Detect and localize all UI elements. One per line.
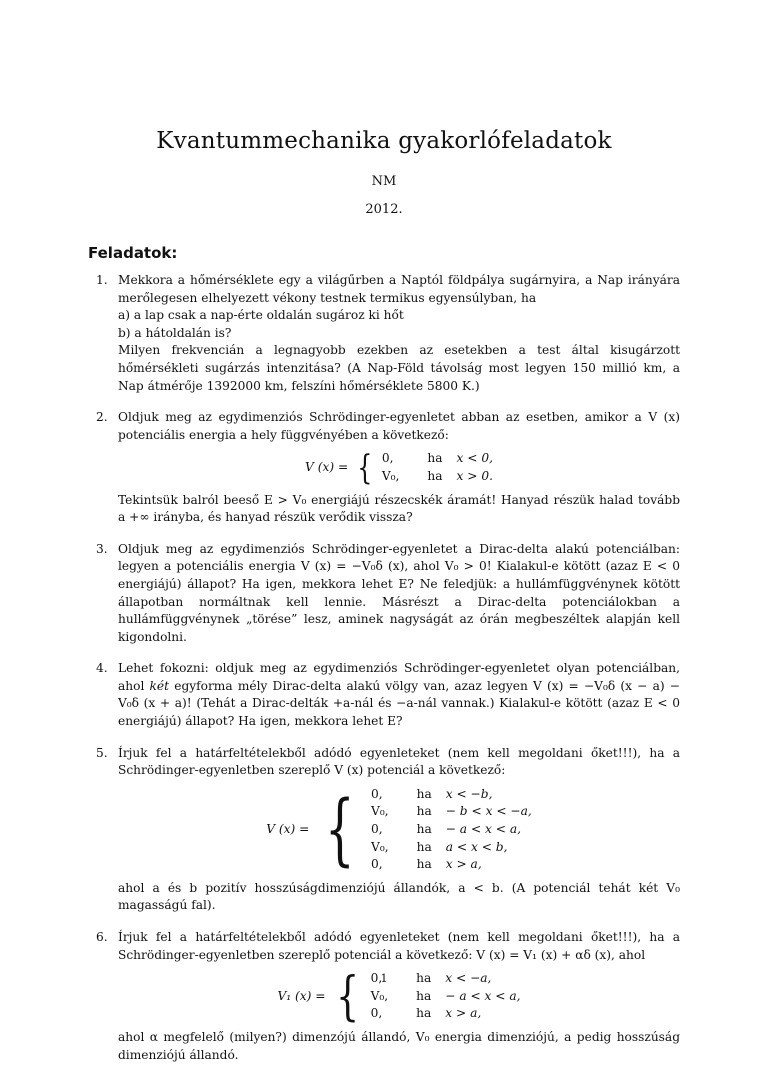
- equation-lhs: V (x) =: [266, 822, 310, 837]
- exercise-text: ahol α megfelelő (milyen?) dimenzójú állandó, V₀ energia dimenziójú, a pedig hosszúság dimenziójú állandó.: [118, 1029, 680, 1062]
- exercise-2: [88, 409, 680, 527]
- exercise-text-a: Lehet fokozni: oldjuk meg az egydimenziós Schrödinger-egyenletet olyan potenciálban, ahol: [118, 661, 680, 693]
- brace-symbol: {: [336, 966, 360, 1027]
- exercise-text: Milyen frekvencián a legnagyobb ezekben az esetekben a test által kisugárzott hőmérsékleti sugárzás intenzitása? (A Nap-Föld távolság most legyen 150 millió km, a Nap átmérője 1392000 km, felszíni hőmérséklete 5800 K.): [118, 343, 680, 393]
- exercise-4: [88, 660, 680, 730]
- exercise-number: 3.: [96, 541, 108, 556]
- case-condition: x < −a,: [445, 971, 492, 986]
- case-condition: x > 0.: [456, 468, 493, 483]
- date: 2012.: [365, 202, 403, 217]
- exercise-text: Mekkora a hőmérséklete egy a világűrben a Naptól földpálya sugárnyira, a Nap irányára merőlegesen elhelyezett vékony testnek termikus egyensúlyban, ha: [118, 273, 680, 305]
- brace-symbol: {: [357, 447, 373, 488]
- exercise-5: [88, 745, 680, 915]
- case-value: V₀,: [381, 468, 400, 483]
- exercise-text: Írjuk fel a határfeltételekből adódó egyenleteket (nem kell megoldani őket!!!), ha a Schrödinger-egyenletben szereplő potenciál a következő: V (x) = V₁ (x) + αδ (x), ahol: [118, 930, 680, 962]
- exercise-text: b) a hátoldalán is?: [118, 325, 232, 340]
- author: NM: [371, 174, 397, 189]
- cases: [371, 786, 532, 874]
- case-row: [371, 821, 532, 839]
- exercise-text: a) a lap csak a nap-érte oldalán sugároz ki hőt: [118, 308, 404, 323]
- equation: [118, 786, 680, 874]
- exercise-number: 5.: [96, 745, 108, 760]
- exercise-list: [88, 272, 680, 1078]
- exercise-number: 1.: [96, 273, 108, 287]
- case-condition: x > a,: [445, 1006, 482, 1021]
- brace-symbol: {: [325, 784, 356, 875]
- equation-lhs: V₁ (x) =: [277, 988, 326, 1003]
- exercise-text: Oldjuk meg az egydimenziós Schrödinger-egyenletet a Dirac-delta alakú potenciálban: legyen a potenciális energia V (x) = −V₀δ (x), ahol V₀ > 0! Kialakul-e kötött (azaz E < 0 energiájú) állapot? Ha igen, mekkora lehet E? Ne feledjük: a hullámfüggvénynek kötött állapotban normáltnak kell lennie. Másrészt a Dirac-delta potenciálokban a hullámfüggvénynek „törése” lesz, aminek nagyságát az órán megbeszéltek alapján kell kigondolni.: [118, 541, 680, 644]
- case-ha: ha: [416, 857, 432, 872]
- case-value: V₀,: [371, 804, 389, 819]
- exercise-text: ahol a és b pozitív hosszúságdimenziójú állandók, a < b. (A potenciál tehát két V₀ magasságú fal).: [118, 880, 680, 913]
- page-title: Kvantummechanika gyakorlófeladatok: [156, 128, 612, 154]
- case-ha: ha: [416, 822, 432, 837]
- case-ha: ha: [416, 804, 432, 819]
- case-condition: − a < x < a,: [445, 822, 522, 837]
- cases: [382, 450, 493, 485]
- case-condition: x > a,: [445, 857, 482, 872]
- case-value: V₀,: [370, 988, 389, 1003]
- exercise-number: 4.: [96, 661, 108, 676]
- exercise-6: [88, 929, 680, 1064]
- case-row: [371, 803, 532, 821]
- case-ha: ha: [416, 971, 432, 986]
- case-condition: a < x < b,: [445, 839, 508, 854]
- case-row: [371, 856, 532, 874]
- page-number: 1: [380, 972, 388, 985]
- emphasis: két: [149, 678, 170, 693]
- exercise-number: 6.: [96, 930, 108, 944]
- case-value: 0,: [370, 1006, 383, 1021]
- case-value: 0,: [370, 971, 383, 986]
- case-condition: x < 0,: [456, 451, 493, 466]
- exercise-text: Oldjuk meg az egydimenziós Schrödinger-egyenletet abban az esetben, amikor a V (x) potenciális energia a hely függvényében a következő:: [118, 410, 680, 442]
- case-ha: ha: [416, 839, 432, 854]
- exercise-text: Tekintsük balról beeső E > V₀ energiájú részecskék áramát! Hanyad részük halad tovább a +∞ irányba, és hanyad részük verődik vissza?: [118, 492, 680, 525]
- exercise-text-b: egyforma mély Dirac-delta alakú völgy van, azaz legyen V (x) = −V₀δ (x − a) − V₀δ (x + a)! (Tehát a Dirac-delták +a-nál és −a-nál vannak.) Kialakul-e kötött (azaz E < 0 energiájú) állapot? Ha igen, mekkora lehet E?: [118, 678, 680, 729]
- case-value: 0,: [371, 857, 383, 872]
- case-row: [382, 468, 493, 486]
- case-value: 0,: [381, 451, 394, 466]
- exercise-3: [88, 541, 680, 647]
- case-ha: ha: [416, 786, 432, 801]
- section-heading: Feladatok:: [88, 244, 178, 262]
- case-condition: − a < x < a,: [445, 988, 521, 1003]
- case-value: 0,: [371, 786, 383, 801]
- case-row: [371, 1005, 521, 1023]
- case-ha: ha: [416, 1006, 432, 1021]
- equation: [118, 447, 680, 488]
- case-ha: ha: [416, 988, 432, 1003]
- case-ha: ha: [427, 451, 443, 466]
- exercise-text: Írjuk fel a határfeltételekből adódó egyenleteket (nem kell megoldani őket!!!), ha a Schrödinger-egyenletben szereplő V (x) potenciál a következő:: [118, 745, 680, 778]
- exercise-number: 2.: [96, 410, 108, 425]
- case-row: [371, 839, 532, 857]
- case-value: V₀,: [371, 839, 389, 854]
- exercise-1: [88, 272, 680, 395]
- case-condition: x < −b,: [445, 786, 493, 801]
- exercise-text: [118, 660, 680, 730]
- case-row: [382, 450, 493, 468]
- case-row: [371, 786, 532, 804]
- case-row: [371, 988, 521, 1006]
- case-condition: − b < x < −a,: [445, 804, 532, 819]
- case-value: 0,: [371, 822, 383, 837]
- equation-lhs: V (x) =: [305, 460, 349, 475]
- case-ha: ha: [427, 468, 443, 483]
